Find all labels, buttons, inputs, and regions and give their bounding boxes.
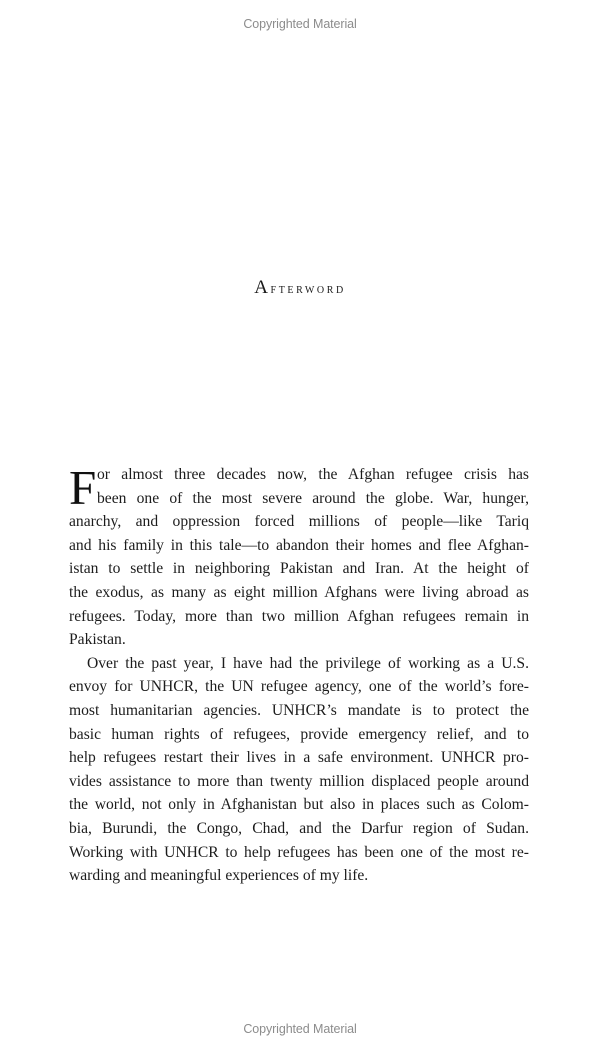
text-line: refugees. Today, more than two million Afghan refugees remain in (69, 607, 529, 625)
text-line: warding and meaningful experiences of my life. (69, 867, 369, 885)
chapter-title (0, 277, 600, 299)
text-line: and his family in this tale—to abandon their homes and flee Afghan- (69, 536, 529, 554)
text-line: anarchy, and oppression forced millions of people—like Tariq (69, 513, 529, 531)
text-line: basic human rights of refugees, provide emergency relief, and to (69, 725, 529, 743)
text-line: vides assistance to more than twenty million displaced people around (69, 772, 529, 790)
text-line: most humanitarian agencies. UNHCR’s mandate is to protect the (69, 701, 529, 719)
paragraph-2 (69, 652, 529, 888)
text-line: been one of the most severe around the globe. War, hunger, (97, 489, 529, 507)
text-line: envoy for UNHCR, the UN refugee agency, one of the world’s fore- (69, 678, 529, 696)
paragraph-1 (69, 460, 529, 652)
text-line: istan to settle in neighboring Pakistan and Iran. At the height of (69, 560, 529, 578)
body-text (69, 460, 529, 888)
chapter-title-rest: fterword (270, 282, 346, 297)
copyright-watermark-bottom: Copyrighted Material (243, 1022, 357, 1036)
drop-cap: F (69, 460, 97, 515)
text-line: the exodus, as many as eight million Afghans were living abroad as (69, 583, 529, 601)
text-line: or almost three decades now, the Afghan refugee crisis has (97, 466, 529, 483)
text-line: bia, Burundi, the Congo, Chad, and the Darfur region of Sudan. (69, 819, 529, 837)
copyright-watermark-top: Copyrighted Material (243, 17, 357, 31)
text-line: Pakistan. (69, 631, 126, 649)
text-line: the world, not only in Afghanistan but also in places such as Colom- (69, 796, 529, 814)
text-line: help refugees restart their lives in a safe environment. UNHCR pro- (69, 749, 529, 767)
text-line: Working with UNHCR to help refugees has been one of the most re- (69, 843, 529, 861)
text-line: Over the past year, I have had the privilege of working as a U.S. (87, 654, 529, 672)
chapter-title-initial: A (254, 277, 271, 298)
